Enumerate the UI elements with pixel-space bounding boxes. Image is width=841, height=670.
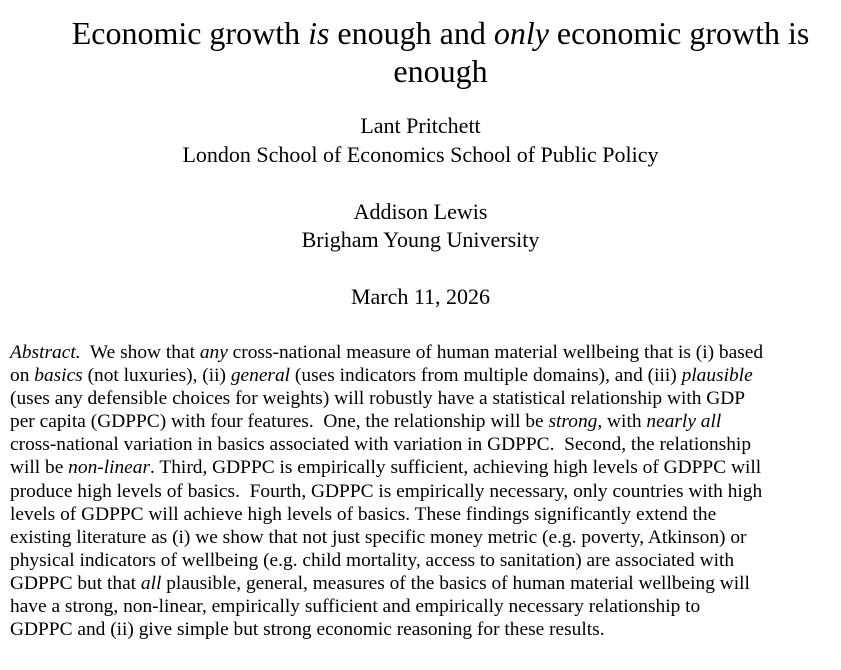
abstract-line	[10, 503, 839, 526]
abstract-emphasis: Abstract.	[10, 342, 81, 363]
paper-date: March 11, 2026	[350, 284, 491, 309]
abstract-line	[10, 364, 839, 387]
abstract-line	[10, 549, 839, 572]
abstract-text: (uses any defensible choices for weights) will robustly have a statistical relationship with GDP	[10, 388, 746, 410]
author-2-affiliation: Brigham Young University	[301, 227, 540, 252]
abstract-paragraph	[10, 341, 839, 641]
abstract-text: (not luxuries), (ii)	[82, 365, 231, 387]
author-1-name: Lant Pritchett	[360, 113, 481, 138]
abstract-line	[10, 526, 839, 549]
abstract-text: . Third, GDPPC is empirically sufficient, achieving high levels of GDPPC will	[150, 457, 762, 479]
title-part-1: Economic growth	[71, 15, 309, 51]
abstract-line	[10, 410, 839, 433]
abstract-line	[10, 572, 839, 595]
abstract-text: levels of GDPPC will achieve high levels of basics. These findings significantly extend the	[10, 503, 717, 525]
abstract-text: have a strong, non-linear, empirically sufficient and empirically necessary relationship to	[10, 596, 701, 618]
author-2-name: Addison Lewis	[353, 199, 488, 224]
abstract-line	[10, 387, 839, 410]
paper-title	[40, 14, 841, 90]
abstract-text: plausible, general, measures of the basics of human material wellbeing will	[161, 572, 750, 594]
abstract-text: physical indicators of wellbeing (e.g. child mortality, access to sanitation) are associated with	[10, 549, 735, 571]
abstract-text: produce high levels of basics. Fourth, GDPPC is empirically necessary, only countries with high	[10, 480, 763, 502]
abstract-text: per capita (GDPPC) with four features. One, the relationship will be	[10, 411, 549, 433]
abstract-line	[10, 341, 839, 364]
abstract-emphasis: plausible	[681, 365, 753, 387]
abstract-emphasis: strong	[548, 411, 598, 433]
abstract-emphasis: nearly all	[646, 411, 722, 433]
abstract-emphasis: all	[140, 572, 162, 594]
abstract-line	[10, 480, 839, 503]
abstract-text: existing literature as (i) we show that not just specific money metric (e.g. poverty, Atkinson) or	[10, 526, 747, 548]
abstract-emphasis: any	[199, 342, 228, 363]
abstract-emphasis: non-linear	[68, 457, 151, 479]
abstract-emphasis: basics	[34, 365, 83, 387]
abstract-text: GDPPC and (ii) give simple but strong economic reasoning for these results.	[10, 619, 605, 641]
abstract-text: (uses indicators from multiple domains), and (iii)	[290, 365, 682, 387]
abstract-line	[10, 595, 839, 618]
title-part-3: economic growth is	[548, 15, 810, 51]
abstract-text: cross-national variation in basics associated with variation in GDPPC. Second, the relationship	[10, 434, 752, 456]
abstract-emphasis: general	[230, 365, 291, 387]
author-1-affiliation: London School of Economics School of Public Policy	[182, 142, 659, 167]
abstract-text: We show that	[80, 342, 200, 363]
abstract-line	[10, 433, 839, 456]
abstract-line	[10, 456, 839, 479]
abstract-text: on	[10, 365, 35, 387]
abstract-text: cross-national measure of human material wellbeing that is (i) based	[227, 342, 764, 363]
title-emphasis-is: is	[308, 15, 330, 51]
abstract-line	[10, 618, 839, 641]
abstract-text: will be	[10, 457, 69, 479]
title-emphasis-only: only	[493, 15, 549, 51]
abstract-text: , with	[597, 411, 647, 433]
abstract-text: GDPPC but that	[10, 572, 141, 594]
title-line-2: enough	[393, 53, 488, 89]
title-part-2: enough and	[329, 15, 494, 51]
